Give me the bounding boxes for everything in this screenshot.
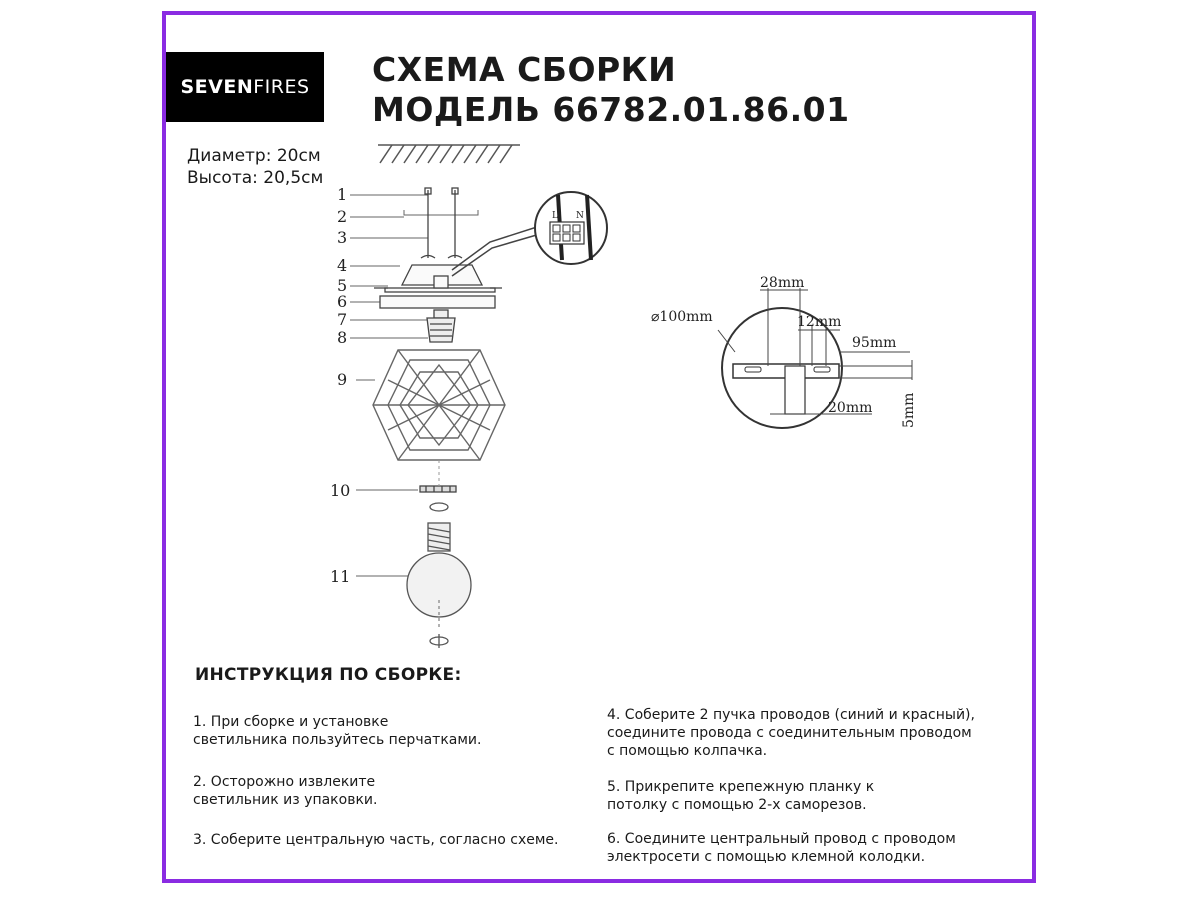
part-number-4: 4: [337, 256, 348, 275]
part-number-7: 7: [337, 310, 348, 329]
canopy-bracket: [374, 265, 502, 308]
lamp-holder-icon: [427, 310, 455, 342]
height-label: Высота: 20,5см: [187, 168, 324, 188]
dim-20: 20mm: [828, 400, 873, 416]
part-number-1: 1: [337, 185, 348, 204]
step-2-line-2: светильник из упаковки.: [193, 792, 378, 808]
wire-label-n: N: [576, 211, 584, 221]
step-2-line-1: 2. Осторожно извлеките: [193, 774, 376, 790]
bracket-detail-icon: [718, 288, 912, 428]
instruction-step-1: [193, 713, 481, 749]
step-5-line-1: 5. Прикрепите крепежную планку к: [607, 779, 875, 795]
part-number-9: 9: [337, 370, 348, 389]
dim-95: 95mm: [852, 335, 897, 351]
step-6-line-2: электросети с помощью клемной колодки.: [607, 849, 926, 865]
step-4-line-1: 4. Соберите 2 пучка проводов (синий и красный),: [607, 707, 975, 723]
part-number-5: 5: [337, 276, 348, 295]
part-number-6: 6: [337, 292, 348, 311]
step-1-line-1: 1. При сборке и установке: [193, 714, 389, 730]
wire-label-l: L: [552, 211, 558, 221]
step-4-line-3: с помощью колпачка.: [607, 743, 768, 759]
step-1-line-2: светильника пользуйтесь перчатками.: [193, 732, 482, 748]
shade-ring-icon: [420, 486, 456, 492]
instruction-step-2: [193, 773, 377, 809]
step-5-line-2: потолку с помощью 2-х саморезов.: [607, 797, 867, 813]
geometric-shade-icon: [373, 350, 505, 460]
title-line-2: МОДЕЛЬ 66782.01.86.01: [372, 90, 850, 129]
part-number-2: 2: [337, 207, 348, 226]
brand-logo-strong: SEVEN: [180, 76, 254, 98]
screw-icon: [421, 188, 462, 258]
terminal-block-icon: [535, 192, 607, 264]
brand-logo-light: FIRES: [253, 76, 310, 98]
dim-5: 5mm: [901, 392, 917, 428]
instructions-title: ИНСТРУКЦИЯ ПО СБОРКЕ:: [195, 665, 462, 685]
dim-12: 12mm: [797, 314, 842, 330]
step-4-line-2: соедините провода с соединительным проводом: [607, 725, 972, 741]
dim-28: 28mm: [760, 275, 805, 291]
title-line-1: СХЕМА СБОРКИ: [372, 50, 677, 89]
leader-lines: [350, 195, 478, 576]
part-number-8: 8: [337, 328, 348, 347]
step-3-line-1: 3. Соберите центральную часть, согласно схеме.: [193, 832, 559, 848]
part-number-3: 3: [337, 228, 348, 247]
bulb-icon: [407, 523, 471, 628]
instruction-step-4: [607, 706, 975, 760]
instruction-step-3: [193, 831, 558, 849]
part-number-11: 11: [330, 567, 351, 586]
step-6-line-1: 6. Соедините центральный провод с проводом: [607, 831, 956, 847]
instruction-step-6: [607, 830, 956, 866]
dim-diameter: ⌀100mm: [651, 309, 713, 325]
instruction-step-5: [607, 778, 874, 814]
diameter-label: Диаметр: 20см: [187, 146, 321, 166]
part-number-10: 10: [330, 481, 351, 500]
ceiling-hatch: [378, 145, 520, 163]
